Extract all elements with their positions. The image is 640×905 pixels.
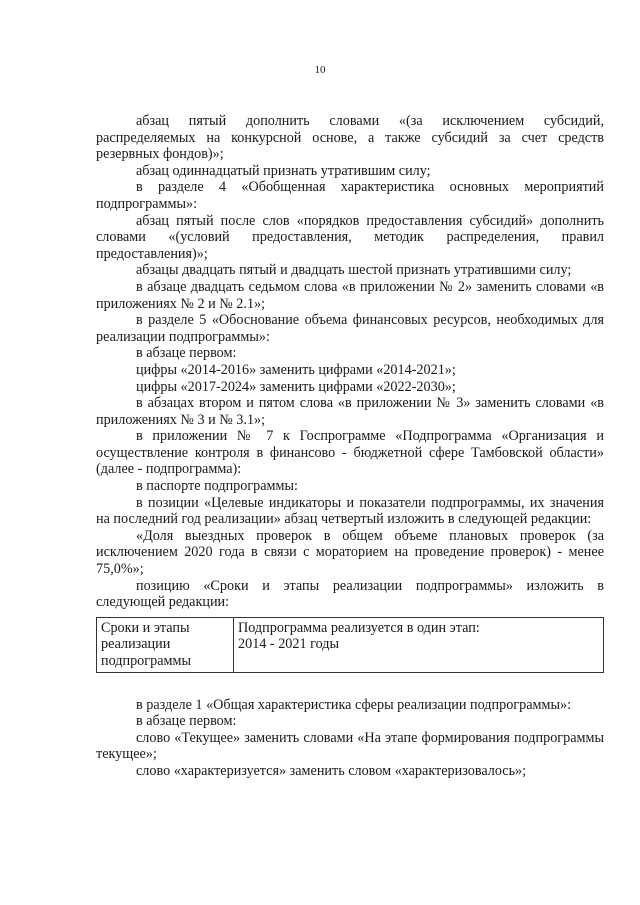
paragraph: в разделе 1 «Общая характеристика сферы реализации подпрограммы»: — [136, 696, 572, 713]
paragraph: цифры «2017-2024» заменить цифрами «2022-2030»; — [136, 378, 456, 395]
paragraph: абзац одиннадцатый признать утратившим силу; — [136, 162, 431, 179]
table-cell-label: Сроки и этапы реализации подпрограммы — [97, 617, 234, 672]
paragraph: в абзаце двадцать седьмом слова «в приложении № 2» заменить словами «в приложениях № 2 и № 2.1»; — [96, 278, 604, 312]
paragraph: в паспорте подпрограммы: — [136, 478, 298, 495]
paragraph: слово «характеризуется» заменить словом «характеризовалось»; — [136, 762, 527, 779]
page-number: 10 — [314, 64, 326, 76]
paragraph: в абзацах втором и пятом слова «в приложении № 3» заменить словами «в приложениях № 3 и № 3.1»; — [96, 395, 604, 428]
paragraph: в абзаце первом: — [136, 345, 237, 362]
passport-table — [96, 617, 604, 673]
paragraph: в приложении № 7 к Госпрограмме «Подпрограмма «Организация и осуществление контроля в финансово - бюджетной сфере Тамбовской области» (далее - подпрограмма): — [96, 428, 604, 478]
paragraph: в разделе 5 «Обоснование объема финансовых ресурсов, необходимых для реализации подпрограммы»: — [96, 312, 604, 345]
table-cell-line: Подпрограмма реализуется в один этап: — [238, 619, 480, 636]
paragraph: позицию «Сроки и этапы реализации подпрограммы» изложить в следующей редакции: — [96, 577, 604, 611]
paragraph: в абзаце первом: — [136, 713, 237, 730]
paragraph: абзацы двадцать пятый и двадцать шестой признать утратившими силу; — [136, 262, 572, 279]
document-body — [96, 113, 604, 780]
paragraph: слово «Текущее» заменить словами «На этапе формирования подпрограммы текущее»; — [96, 729, 604, 763]
table-cell-value — [234, 617, 604, 672]
paragraph: в позиции «Целевые индикаторы и показатели подпрограммы, их значения на последний год реализации» абзац четвертый изложить в следующей редакции: — [96, 494, 604, 528]
paragraph: абзац пятый дополнить словами «(за исключением субсидий, распределяемых на конкурсной основе, а также субсидий за счет средств резервных фондов)»; — [96, 113, 604, 163]
paragraph: цифры «2014-2016» заменить цифрами «2014-2021»; — [136, 361, 456, 378]
passport-table-wrapper — [96, 617, 604, 673]
paragraph: в разделе 4 «Обобщенная характеристика основных мероприятий подпрограммы»: — [96, 179, 604, 212]
paragraphs-after-table — [96, 697, 604, 780]
table-row — [97, 617, 604, 672]
paragraph: абзац пятый после слов «порядков предоставления субсидий» дополнить словами «(условий предоставления, методик распределения, правил предоставления)»; — [96, 212, 604, 262]
table-cell-line: 2014 - 2021 годы — [238, 636, 340, 653]
paragraph: «Доля выездных проверок в общем объеме плановых проверок (за исключением 2020 года в связи с мораторием на проведение проверок) - менее 75,0%»; — [96, 527, 604, 578]
